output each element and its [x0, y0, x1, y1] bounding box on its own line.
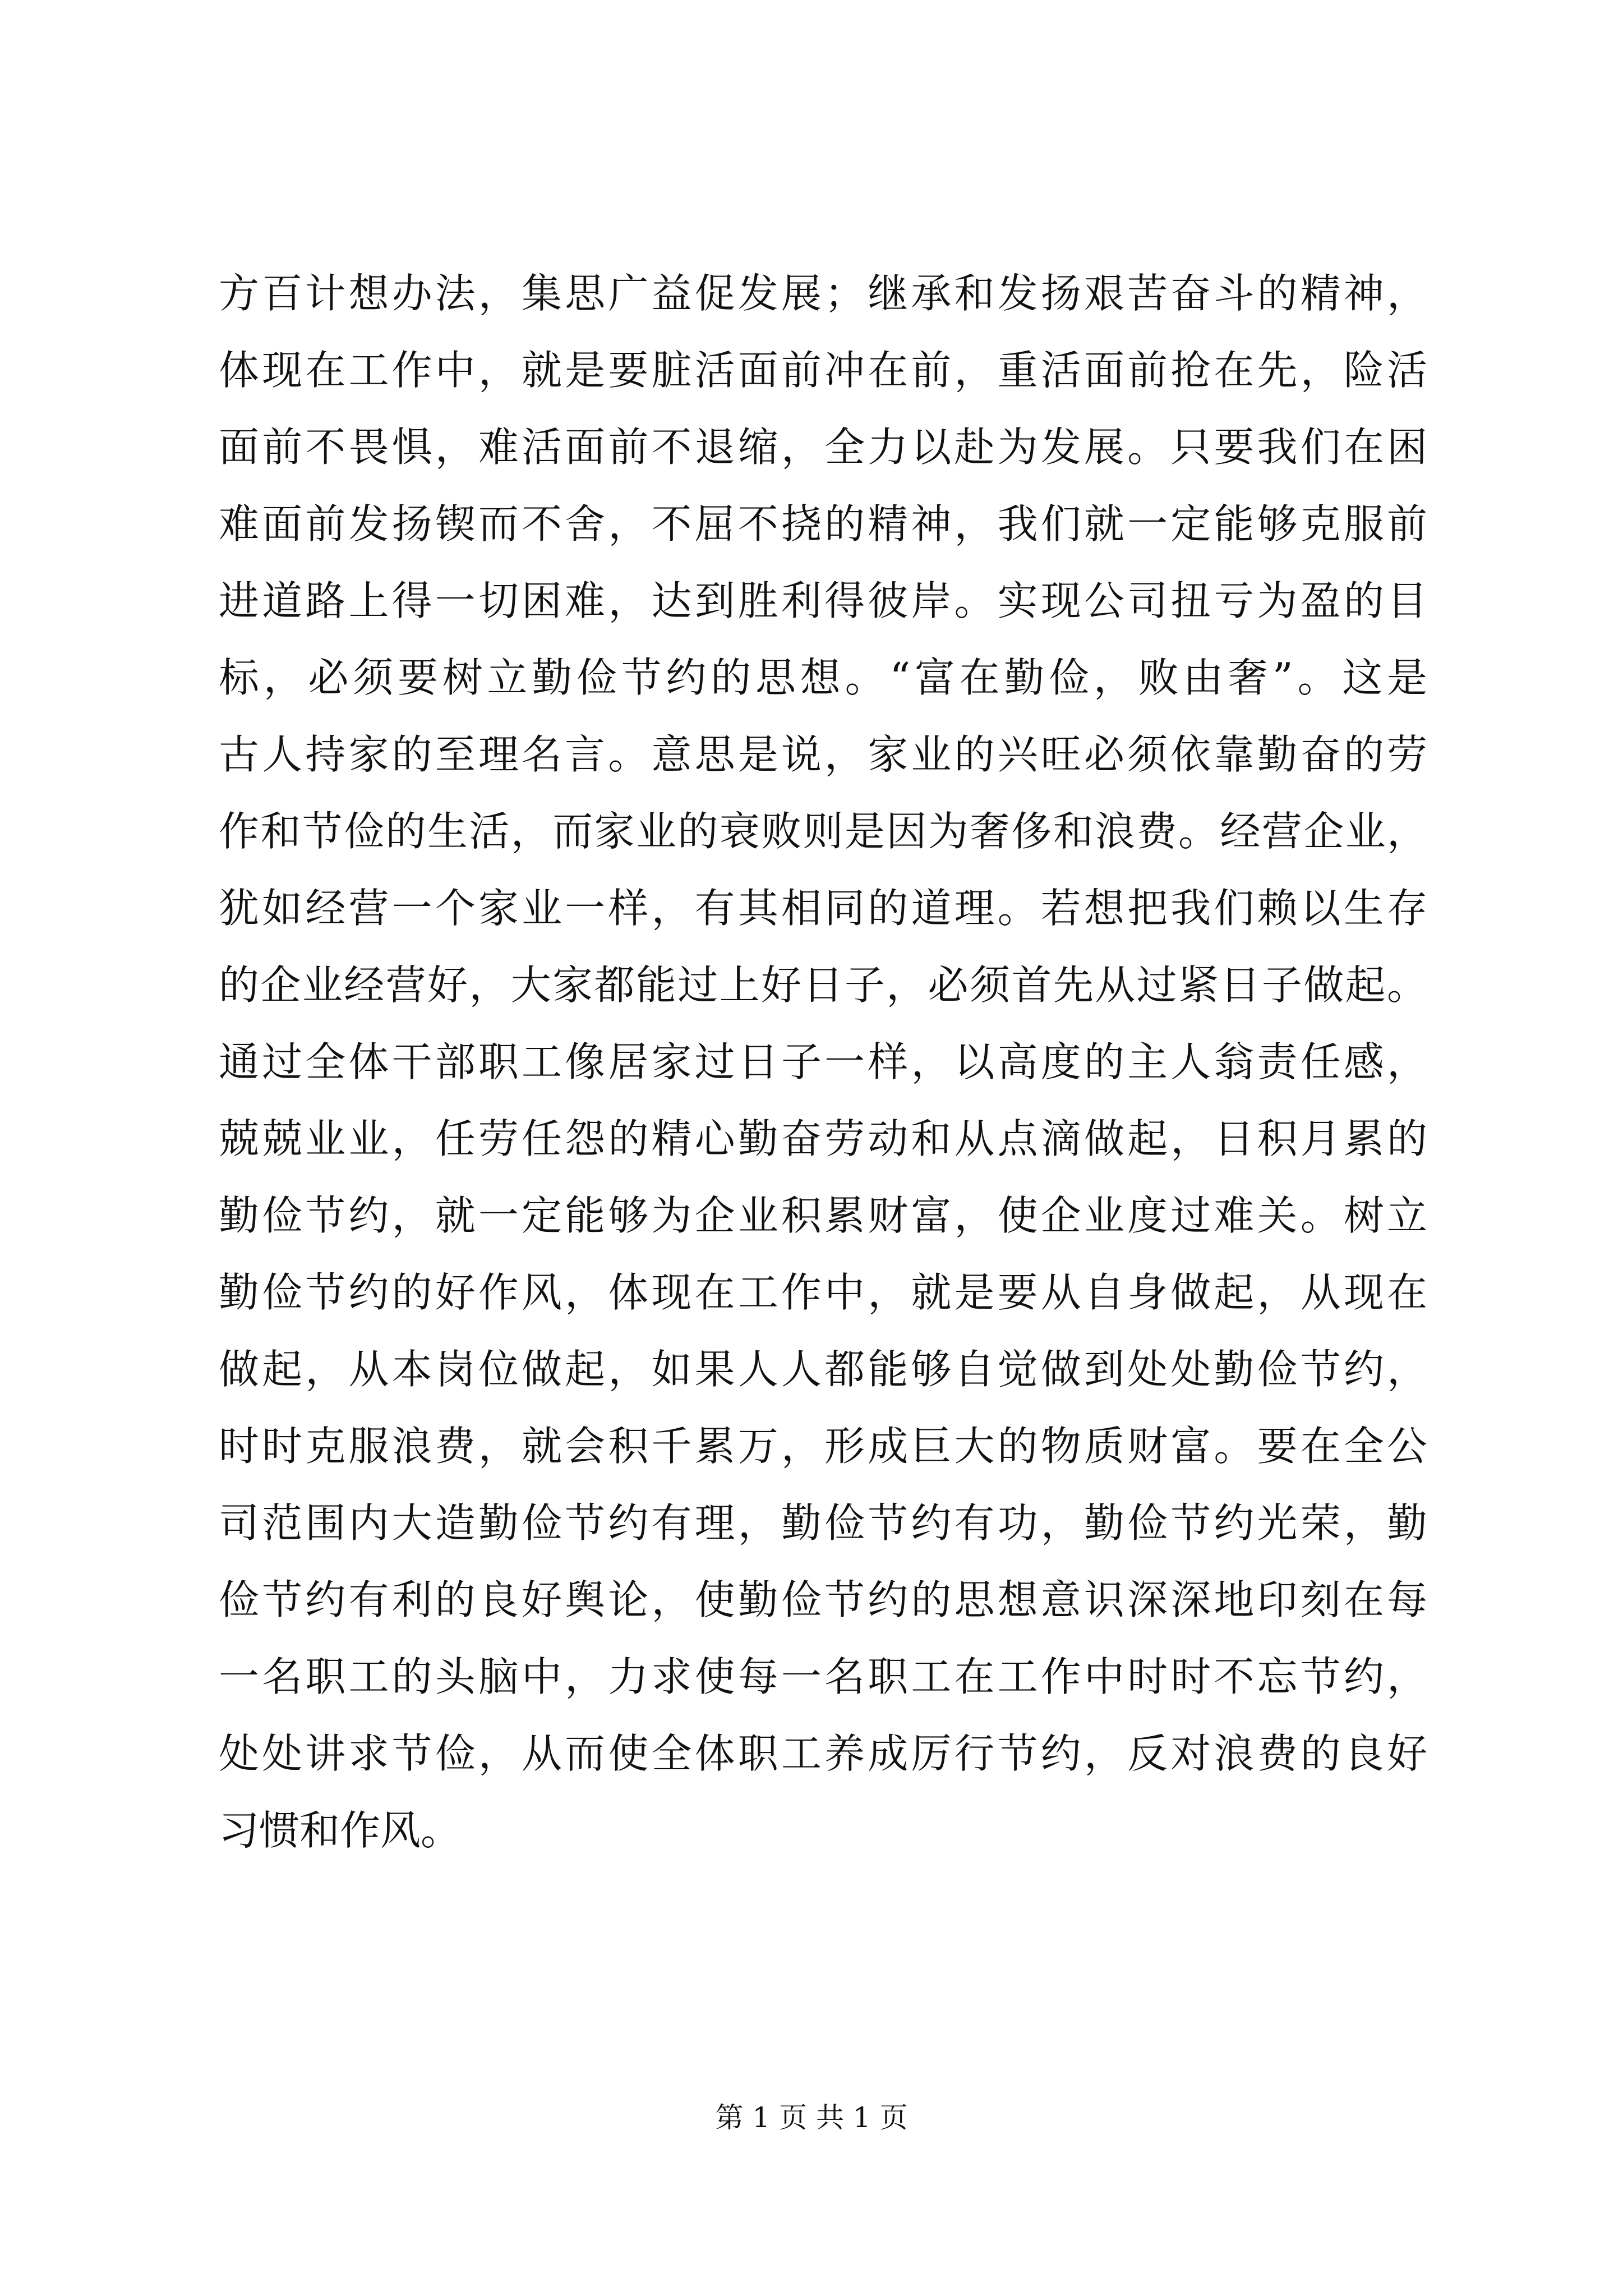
- text-line: 勤俭节约，就一定能够为企业积累财富，使企业度过难关。树立: [219, 1192, 1427, 1239]
- text-line: 难面前发扬锲而不舍，不屈不挠的精神，我们就一定能够克服前: [219, 500, 1427, 547]
- text-line: 时时克服浪费，就会积千累万，形成巨大的物质财富。要在全公: [219, 1423, 1427, 1470]
- body-paragraph: [219, 255, 1427, 1869]
- text-line: 勤俭节约的好作风，体现在工作中，就是要从自身做起，从现在: [219, 1269, 1427, 1316]
- text-line: 标，必须要树立勤俭节约的思想。“富在勤俭，败由奢”。这是: [219, 654, 1427, 701]
- text-line: 古人持家的至理名言。意思是说，家业的兴旺必须依靠勤奋的劳: [219, 731, 1427, 778]
- text-line: 做起，从本岗位做起，如果人人都能够自觉做到处处勤俭节约，: [219, 1346, 1427, 1393]
- text-line: 处处讲求节俭，从而使全体职工养成厉行节约，反对浪费的良好: [219, 1730, 1427, 1777]
- text-line: 兢兢业业，任劳任怨的精心勤奋劳动和从点滴做起，日积月累的: [219, 1115, 1427, 1162]
- page-number-label: 第 1 页 共 1 页: [715, 2101, 908, 2134]
- text-line: 通过全体干部职工像居家过日子一样，以高度的主人翁责任感，: [219, 1038, 1427, 1085]
- text-line: 犹如经营一个家业一样，有其相同的道理。若想把我们赖以生存: [219, 885, 1427, 932]
- text-line: 方百计想办法，集思广益促发展；继承和发扬艰苦奋斗的精神，: [219, 270, 1427, 317]
- text-line: 进道路上得一切困难，达到胜利得彼岸。实现公司扭亏为盈的目: [219, 577, 1427, 624]
- text-line: 习惯和作风。: [219, 1807, 462, 1854]
- text-line: 司范围内大造勤俭节约有理，勤俭节约有功，勤俭节约光荣，勤: [219, 1499, 1427, 1547]
- text-line: 俭节约有利的良好舆论，使勤俭节约的思想意识深深地印刻在每: [219, 1576, 1427, 1623]
- text-line: 面前不畏惧，难活面前不退缩，全力以赴为发展。只要我们在困: [219, 424, 1427, 471]
- text-line: 体现在工作中，就是要脏活面前冲在前，重活面前抢在先，险活: [219, 347, 1427, 394]
- page-footer: [0, 2098, 1623, 2137]
- text-line: 的企业经营好，大家都能过上好日子，必须首先从过紧日子做起。: [219, 961, 1427, 1009]
- text-line: 作和节俭的生活，而家业的衰败则是因为奢侈和浪费。经营企业，: [219, 808, 1427, 855]
- text-line: 一名职工的头脑中，力求使每一名职工在工作中时时不忘节约，: [219, 1653, 1427, 1700]
